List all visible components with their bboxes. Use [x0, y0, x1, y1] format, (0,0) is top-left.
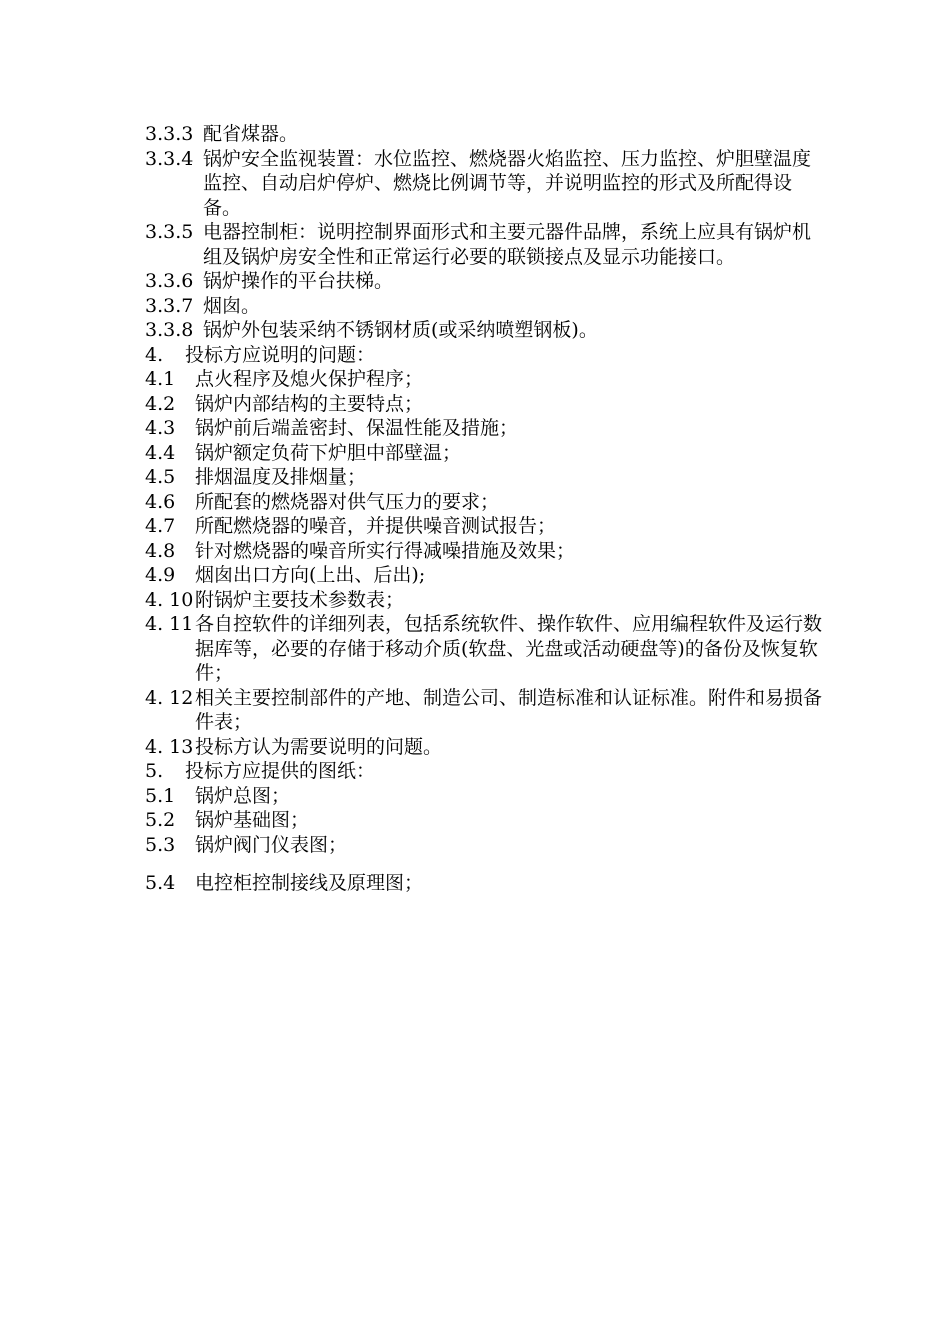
- clause-number: 3.3.3: [145, 123, 194, 145]
- clause-3-3-3: [145, 122, 825, 147]
- clause-number: 4.7: [145, 515, 176, 537]
- clause-number: 3.3.7: [145, 294, 194, 317]
- clause-3-3-5: [145, 220, 825, 269]
- clause-number: 3.3.5: [145, 221, 194, 243]
- clause-text: 投标方认为需要说明的问题。: [195, 735, 443, 758]
- clause-number: 4.5: [145, 466, 176, 488]
- clause-text: 锅炉基础图；: [195, 809, 310, 831]
- clause-5-1: [145, 784, 825, 809]
- clause-text: 锅炉外包装采纳不锈钢材质(或采纳喷塑钢板)。: [203, 319, 598, 341]
- clause-4-3: [145, 416, 825, 441]
- clause-text: 各自控软件的详细列表，包括系统软件、操作软件、应用编程软件及运行数据库等，必要的存储于移动介质(软盘、光盘或活动硬盘等)的备份及恢复软件；: [195, 613, 823, 684]
- clause-4-1: [145, 367, 825, 392]
- clause-4-6: [145, 490, 825, 515]
- clause-number: 4. 13: [145, 735, 194, 758]
- clause-number: 4.8: [145, 539, 176, 562]
- clause-text: 所配燃烧器的噪音，并提供噪音测试报告；: [195, 515, 557, 537]
- clause-4-8: [145, 539, 825, 564]
- clause-number: 4. 10: [145, 588, 194, 611]
- clause-number: 3.3.4: [145, 147, 194, 170]
- clause-5-2: [145, 808, 825, 833]
- clause-text: 锅炉总图；: [195, 784, 291, 807]
- clause-4-9: [145, 563, 825, 588]
- clause-5-3: [145, 833, 825, 858]
- clause-4-11: [145, 612, 825, 686]
- clause-5-4: [145, 871, 825, 896]
- clause-number: 4.9: [145, 564, 176, 586]
- clause-text: 电控柜控制接线及原理图；: [195, 872, 424, 894]
- clause-3-3-6: [145, 269, 825, 294]
- section-title: 投标方应说明的问题：: [185, 343, 376, 366]
- clause-text: 锅炉前后端盖密封、保温性能及措施；: [195, 417, 519, 439]
- clause-number: 5.3: [145, 833, 176, 856]
- clause-3-3-8: [145, 318, 825, 343]
- section-4-heading: [145, 343, 825, 368]
- clause-number: 4. 12: [145, 686, 194, 709]
- clause-number: 4.1: [145, 368, 176, 390]
- clause-text: 锅炉内部结构的主要特点；: [195, 392, 424, 415]
- clause-text: 烟囱出口方向(上出、后出);: [195, 564, 426, 586]
- clause-text: 点火程序及熄火保护程序；: [195, 368, 424, 390]
- clause-text: 锅炉阀门仪表图；: [195, 833, 348, 856]
- clause-text: 锅炉操作的平台扶梯。: [203, 270, 394, 292]
- document-page: [145, 122, 825, 896]
- clause-4-2: [145, 392, 825, 417]
- clause-3-3-7: [145, 294, 825, 319]
- clause-text: 所配套的燃烧器对供气压力的要求；: [195, 490, 500, 513]
- clause-text: 锅炉额定负荷下炉胆中部壁温；: [195, 441, 462, 464]
- clause-text: 针对燃烧器的噪音所实行得减噪措施及效果；: [195, 539, 576, 562]
- clause-4-12: [145, 686, 825, 735]
- clause-text: 烟囱。: [203, 294, 261, 317]
- clause-number: 4. 11: [145, 613, 194, 635]
- clause-number: 4.6: [145, 490, 176, 513]
- clause-number: 4.3: [145, 417, 176, 439]
- clause-3-3-4: [145, 147, 825, 221]
- clause-4-13: [145, 735, 825, 760]
- clause-4-5: [145, 465, 825, 490]
- clause-4-7: [145, 514, 825, 539]
- section-title: 投标方应提供的图纸：: [185, 760, 376, 782]
- clause-number: 3.3.6: [145, 270, 194, 292]
- clause-number: 4.4: [145, 441, 176, 464]
- clause-number: 5.1: [145, 784, 176, 807]
- clause-text: 附锅炉主要技术参数表；: [195, 588, 405, 611]
- clause-4-10: [145, 588, 825, 613]
- section-5-heading: [145, 759, 825, 784]
- clause-text: 排烟温度及排烟量；: [195, 466, 367, 488]
- clause-4-4: [145, 441, 825, 466]
- clause-number: 5.2: [145, 809, 176, 831]
- clause-text: 锅炉安全监视装置：水位监控、燃烧器火焰监控、压力监控、炉胆壁温度监控、自动启炉停炉、燃烧比例调节等，并说明监控的形式及所配得设备。: [203, 147, 812, 219]
- section-number: 5.: [145, 760, 164, 782]
- clause-text: 电器控制柜：说明控制界面形式和主要元器件品牌，系统上应具有锅炉机组及锅炉房安全性和正常运行必要的联锁接点及显示功能接口。: [203, 221, 812, 268]
- clause-number: 4.2: [145, 392, 176, 415]
- clause-text: 相关主要控制部件的产地、制造公司、制造标准和认证标准。附件和易损备件表；: [195, 686, 823, 733]
- clause-number: 3.3.8: [145, 319, 194, 341]
- clause-number: 5.4: [145, 872, 176, 894]
- section-number: 4.: [145, 343, 164, 366]
- clause-text: 配省煤器。: [203, 123, 299, 145]
